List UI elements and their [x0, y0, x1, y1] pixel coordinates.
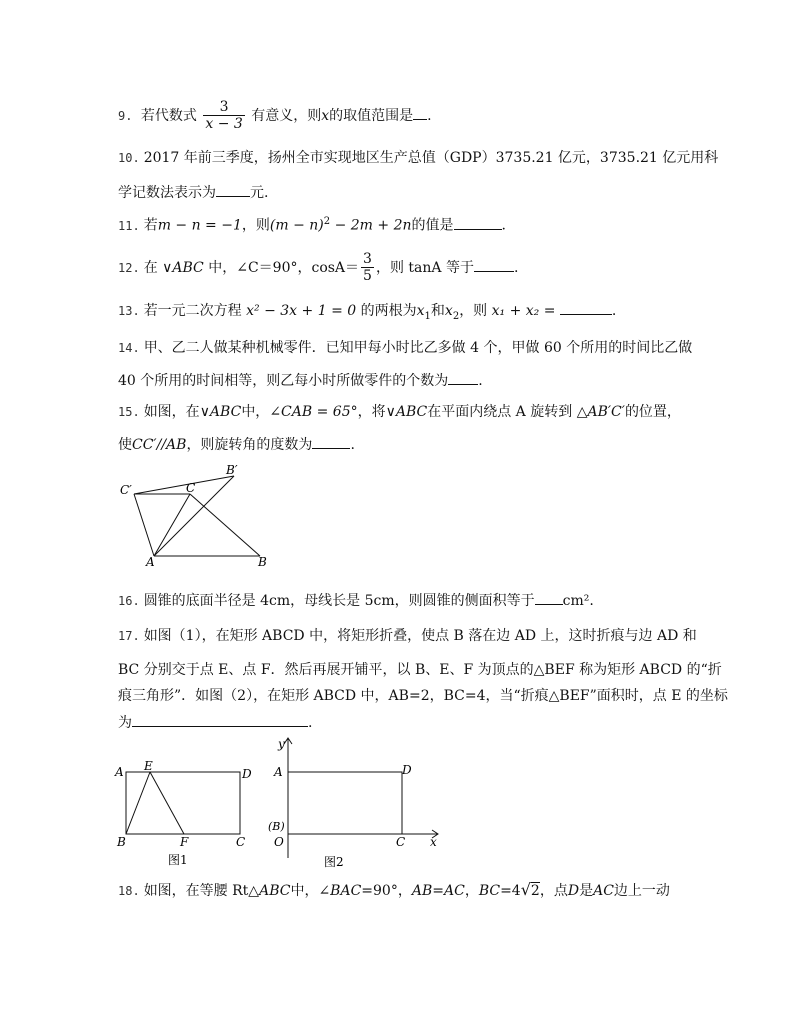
question-text: ，则旋转角的度数为	[186, 437, 313, 453]
label-a: A	[146, 555, 155, 569]
segment-label: AC	[593, 883, 614, 899]
question-text: ，点	[539, 883, 568, 899]
question-17-line-1	[118, 626, 697, 646]
question-text: 边上一动	[613, 883, 670, 899]
question-text: ，则 tanA 等于	[375, 260, 474, 276]
question-text: ，则	[241, 217, 270, 234]
question-text: 若	[143, 217, 158, 234]
rectangle-abcd	[288, 772, 402, 834]
question-text: 元.	[250, 185, 269, 201]
question-text: BC 分别交于点 E、点 F．然后再展开铺平，以 B、E、F 为顶点的△BEF 称为矩形 ABCD 的“折	[118, 662, 722, 678]
question-text: 有意义，则	[251, 108, 322, 124]
variable: x	[321, 108, 330, 124]
question-text: 2017 年前三季度，扬州全市实现地区生产总值（GDP）3735.21 亿元，3735.21 亿元用科	[143, 150, 719, 166]
question-text: 和	[430, 303, 445, 319]
question-text: 在	[143, 260, 158, 276]
question-text: 中，	[241, 404, 270, 420]
question-10-line-2	[118, 182, 268, 203]
question-17-line-3	[118, 686, 728, 706]
figure-caption: 图1	[168, 853, 188, 867]
question-text: ，则	[459, 303, 488, 319]
question-number: 12.	[118, 261, 140, 275]
question-text: =	[432, 883, 444, 899]
root-1: x	[416, 303, 425, 319]
question-9	[118, 100, 432, 132]
triangle-label: ∨ABC	[199, 404, 242, 420]
label-e: E	[144, 759, 153, 773]
question-16	[118, 590, 594, 611]
label-b: B	[258, 555, 267, 569]
answer-blank	[312, 434, 350, 449]
segment-e-f	[150, 772, 184, 834]
label-a: A	[115, 765, 124, 779]
angle-expression: ∠CAB = 65°	[269, 404, 358, 420]
figure-17-2	[262, 734, 444, 870]
segment-c-b	[190, 494, 260, 556]
figure-caption: 图2	[324, 855, 344, 869]
question-number: 11.	[118, 218, 140, 233]
figure-15-rotation	[112, 462, 282, 570]
label-c: C	[236, 835, 246, 849]
answer-blank	[454, 215, 502, 230]
question-text: .	[501, 217, 506, 234]
label-b: B	[117, 835, 126, 849]
expression: m − n = −1	[157, 217, 242, 234]
segment-label: BC	[478, 883, 501, 899]
question-text: 中，∠C＝90°，cosA＝	[208, 260, 360, 276]
question-14-line-1	[118, 338, 692, 358]
question-text: 的两根为	[360, 303, 417, 319]
question-text: 若一元二次方程	[143, 303, 242, 319]
question-text: .	[611, 303, 617, 319]
question-text: 中，	[290, 883, 319, 899]
label-f: F	[180, 835, 189, 849]
label-c-prime: C′	[120, 483, 132, 497]
triangle-label: ∨ABC	[385, 404, 428, 420]
question-text: 如图，在等腰 Rt△	[143, 883, 260, 899]
question-text: 学记数法表示为	[118, 185, 216, 201]
segment-e-b	[126, 772, 150, 834]
label-b: (B)	[268, 820, 285, 833]
question-18	[118, 880, 670, 901]
question-17-line-2	[118, 660, 722, 680]
root-2: x	[444, 303, 453, 319]
answer-blank	[216, 182, 250, 197]
question-14-line-2	[118, 370, 483, 391]
condition: CC′//AB	[132, 437, 187, 453]
label-a: A	[274, 765, 283, 779]
question-number: 10.	[118, 151, 140, 165]
question-number: 16.	[118, 594, 140, 608]
question-text: .	[478, 373, 483, 389]
question-text: =90°，	[361, 883, 412, 899]
question-number: 9.	[118, 109, 133, 123]
question-13: 13. 若一元二次方程 x² − 3x + 1 = 0 的两根为$x_1$和$x_2$，则 x₁ + x₂ = .	[118, 300, 616, 327]
numerator: 3	[203, 100, 244, 116]
segment-label: AB	[411, 883, 433, 899]
fraction	[361, 252, 374, 284]
exponent: 2	[323, 216, 331, 227]
question-number: 14.	[118, 341, 140, 355]
question-text: 甲、乙二人做某种机械零件．已知甲每小时比乙多做 4 个，甲做 60 个所用的时间比乙做	[143, 340, 693, 356]
question-number: 18.	[118, 884, 140, 898]
label-d: D	[242, 767, 252, 781]
question-11	[118, 212, 506, 236]
question-number: 17.	[118, 629, 140, 643]
rectangle-abcd	[126, 772, 240, 834]
angle-expression: ∠BAC	[318, 883, 362, 899]
question-10-line-1	[118, 148, 718, 168]
question-15-line-2	[118, 434, 355, 455]
segment-c1-a	[134, 494, 154, 556]
answer-blank	[413, 105, 427, 120]
question-text: ，	[464, 883, 479, 899]
triangle-label: ABC	[259, 883, 291, 899]
label-x: x	[430, 835, 437, 849]
question-15-line-1	[118, 402, 681, 422]
answer-blank	[560, 300, 612, 315]
label-b-prime: B′	[226, 463, 238, 477]
label-y: y	[278, 737, 285, 751]
label-d: D	[402, 763, 412, 777]
sqrt-sign: √	[520, 880, 531, 899]
figure-17-1	[112, 758, 262, 870]
question-12	[118, 252, 518, 284]
unit: cm².	[562, 593, 594, 609]
question-text: .	[513, 260, 519, 276]
question-text: .	[427, 108, 432, 124]
answer-blank	[448, 370, 478, 385]
numerator: 3	[363, 251, 372, 267]
question-text: .	[350, 437, 355, 453]
triangle-label: ∨ABC	[162, 260, 204, 276]
fraction	[203, 100, 244, 132]
answer-blank	[535, 590, 563, 605]
question-number: 15.	[118, 405, 140, 419]
question-17-line-4	[118, 712, 312, 733]
question-text: .	[308, 715, 313, 731]
radicand: 2	[530, 883, 540, 899]
answer-blank	[132, 712, 308, 727]
question-text: 为	[118, 715, 132, 731]
question-text: 如图（1），在矩形 ABCD 中，将矩形折叠，使点 B 落在边 AD 上，这时折痕与边 AD 和	[143, 628, 697, 644]
question-text: ，将	[357, 404, 386, 420]
equation: x² − 3x + 1 = 0	[246, 303, 357, 319]
question-text: =4	[500, 883, 521, 899]
question-text: 圆锥的底面半径是 4cm，母线长是 5cm，则圆锥的侧面积等于	[143, 593, 535, 609]
question-text: 的位置，	[624, 404, 681, 420]
question-text: 的取值范围是	[329, 108, 414, 124]
question-text: 的值是	[411, 217, 454, 234]
expression: x₁ + x₂ =	[491, 303, 556, 319]
question-text: 使	[118, 437, 132, 453]
label-o: O	[274, 835, 284, 849]
expression: (m − n)	[269, 217, 324, 234]
segment-label: AC	[443, 883, 465, 899]
label-c: C	[186, 481, 196, 495]
expression: − 2m + 2n	[330, 217, 412, 234]
question-text: 若代数式	[140, 108, 197, 124]
question-text: 在平面内绕点 A 旋转到 △	[427, 404, 588, 420]
point-label: D	[567, 883, 580, 899]
question-text: 痕三角形”．如图（2），在矩形 ABCD 中，AB=2，BC=4，当“折痕△BEF”面积时，点 E 的坐标	[118, 688, 728, 704]
question-number: 13.	[118, 304, 140, 318]
question-text: 如图，在	[143, 404, 200, 420]
question-text: 40 个所用的时间相等，则乙每小时所做零件的个数为	[118, 373, 449, 389]
triangle-label: AB′C′	[587, 404, 625, 420]
question-text: 是	[579, 883, 594, 899]
label-c: C	[396, 835, 406, 849]
denominator: 5	[363, 268, 372, 284]
denominator: x − 3	[205, 116, 243, 132]
answer-blank	[474, 257, 514, 272]
